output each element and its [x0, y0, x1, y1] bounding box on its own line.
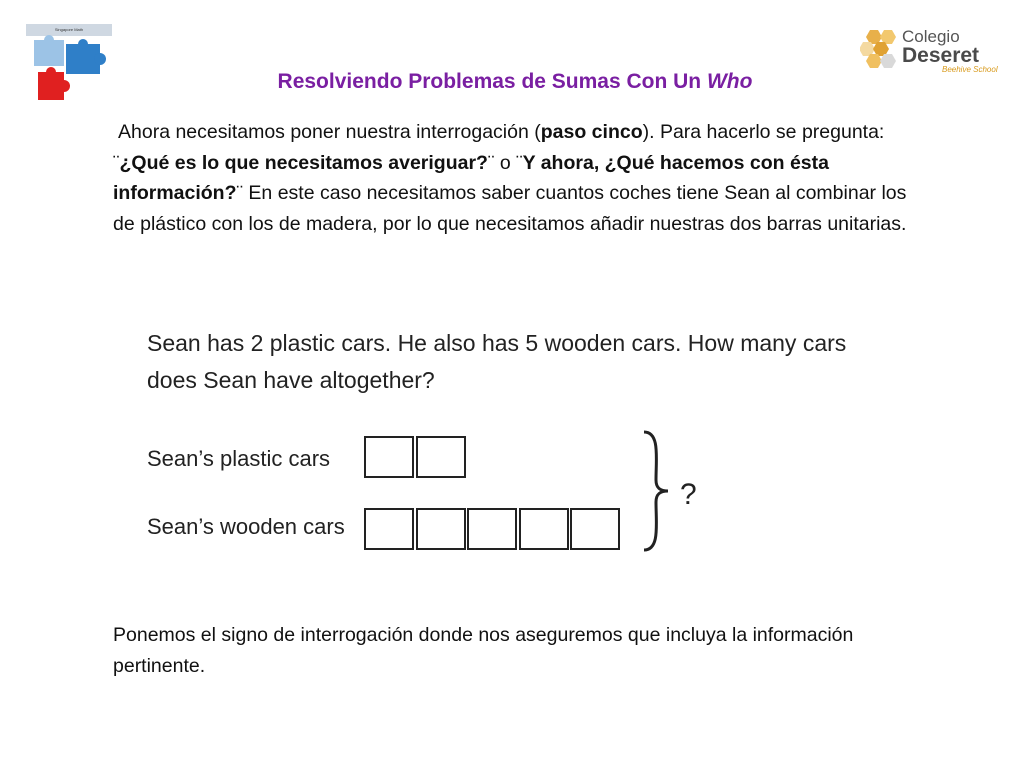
logo-caption: Singapore Math [54, 27, 84, 32]
logo-tagline: Beehive School [942, 65, 998, 74]
unit-box [570, 508, 620, 550]
para1-bold-question-2: Y ahora, ¿Qué hacemos con ésta información? [113, 151, 829, 204]
para1-bold-question-1: ¿Qué es lo que necesitamos averiguar? [119, 151, 488, 174]
wooden-cars-label: Sean’s wooden cars [147, 514, 345, 539]
para1-text-2: ). Para hacerlo se pregunta: ¨ [113, 121, 885, 174]
problem-line-2: does Sean have altogether? [147, 367, 435, 393]
unit-box [416, 436, 466, 478]
para1-text-1: Ahora necesitamos poner nuestra interrogación ( [118, 121, 541, 143]
title-italic: Who [706, 70, 753, 93]
instruction-paragraph [113, 117, 923, 239]
closing-paragraph: Ponemos el signo de interrogación donde nos aseguremos que incluya la información pertinente. [113, 624, 854, 677]
problem-line-1: Sean has 2 plastic cars. He also has 5 wooden cars. How many cars [147, 330, 847, 356]
para1-bold-step: paso cinco [540, 121, 643, 143]
curly-brace-icon [638, 428, 674, 554]
honeycomb-icon [860, 28, 902, 70]
title-main: Resolviendo Problemas de Sumas Con Un [277, 70, 702, 93]
unit-box [519, 508, 569, 550]
question-mark: ? [680, 478, 697, 511]
colegio-deseret-logo [860, 26, 1002, 74]
plastic-cars-label: Sean’s plastic cars [147, 446, 331, 471]
logo-word-colegio: Colegio [902, 27, 960, 46]
unit-box [416, 508, 466, 550]
para1-text-4: ¨ En este caso necesitamos saber cuantos coches tiene Sean al combinar los de plástico con los de madera, por lo que necesitamos añadir nuestras dos barras unitarias. [113, 182, 907, 235]
para1-text-3: ¨ o ¨ [487, 151, 523, 174]
bar-model-figure [140, 322, 900, 572]
page-title [0, 70, 1024, 94]
logo-word-deseret: Deseret [902, 44, 980, 67]
unit-box [467, 508, 517, 550]
unit-box [364, 508, 414, 550]
unit-box [364, 436, 414, 478]
